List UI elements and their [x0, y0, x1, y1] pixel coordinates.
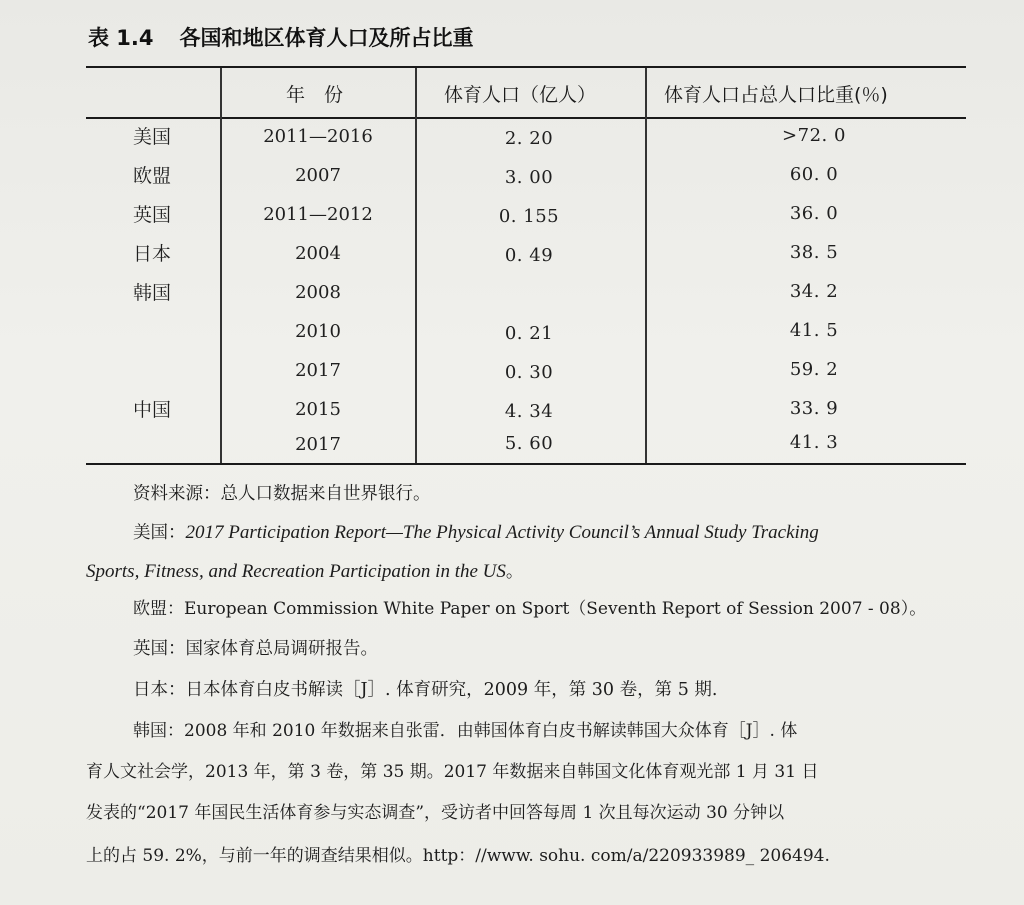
korea-note-line2: 育人文社会学，2013 年，第 3 卷，第 35 期。2017 年数据来自韩国文化体育观光部 1 月 31 日 [86, 762, 819, 782]
row-population: 0. 155 [498, 206, 560, 227]
japan-note: 日本：日本体育白皮书解读［J］. 体育研究，2009 年，第 30 卷，第 5 期. [133, 680, 718, 700]
korea-note-line3: 发表的“2017 年国民生活体育参与实态调查”，受访者中回答每周 1 次且每次运动 30 分钟以 [86, 803, 785, 823]
row-ratio: 33. 9 [789, 398, 839, 419]
row-population: 2. 20 [504, 128, 554, 149]
row-population: 0. 21 [504, 323, 554, 344]
us-note-label: 美国： [133, 523, 186, 543]
table-top-rule [86, 66, 966, 68]
row-ratio: 59. 2 [789, 359, 839, 380]
header-ratio: 体育人口占总人口比重(％) [664, 84, 888, 106]
row-year: 2008 [295, 282, 341, 303]
row-population: 4. 34 [504, 401, 554, 422]
row-year: 2007 [295, 165, 341, 186]
row-year: 2017 [295, 434, 341, 455]
row-year: 2015 [295, 399, 341, 420]
row-country: 欧盟 [133, 165, 172, 187]
us-note-end: 。 [505, 562, 524, 582]
row-ratio: >72. 0 [782, 125, 846, 146]
row-country: 日本 [133, 243, 172, 265]
source-note: 资料来源：总人口数据来自世界银行。 [133, 484, 431, 504]
korea-note-line1: 韩国：2008 年和 2010 年数据来自张雷．由韩国体育白皮书解读韩国大众体育［J］. 体 [133, 721, 798, 741]
header-sports-population: 体育人口（亿人） [444, 84, 597, 106]
korea-note-line4: 上的占 59. 2%，与前一年的调查结果相似。http：//www. sohu. com/a/220933989_ 206494. [86, 846, 830, 866]
row-year: 2017 [295, 360, 341, 381]
row-country: 中国 [133, 399, 172, 421]
us-note-title-cont: Sports, Fitness, and Recreation Participation in the US [86, 561, 506, 582]
row-population: 3. 00 [504, 167, 554, 188]
us-note-line1 [133, 523, 819, 543]
row-ratio: 36. 0 [789, 203, 839, 224]
row-population: 0. 30 [504, 362, 554, 383]
header-year: 年 份 [286, 84, 344, 106]
us-note-line2 [86, 562, 523, 582]
row-ratio: 34. 2 [789, 281, 839, 302]
header-rule [86, 117, 966, 119]
row-ratio: 38. 5 [789, 242, 839, 263]
row-ratio: 41. 5 [789, 320, 839, 341]
row-year: 2010 [295, 321, 341, 342]
row-year: 2011—2016 [263, 126, 373, 147]
row-year: 2011—2012 [263, 204, 373, 225]
row-ratio: 60. 0 [789, 164, 839, 185]
row-population: 0. 49 [504, 245, 554, 266]
row-ratio: 41. 3 [789, 432, 839, 453]
us-note-title: 2017 Participation Report—The Physical Activity Council’s Annual Study Tracking [185, 522, 819, 543]
uk-note: 英国：国家体育总局调研报告。 [133, 639, 378, 659]
table-bottom-rule [86, 463, 966, 465]
row-year: 2004 [295, 243, 341, 264]
row-country: 美国 [133, 126, 172, 148]
row-country: 韩国 [133, 282, 172, 304]
table-title: 各国和地区体育人口及所占比重 [179, 26, 474, 50]
row-population: 5. 60 [504, 433, 554, 454]
row-country: 英国 [133, 204, 172, 226]
eu-note: 欧盟：European Commission White Paper on Sport（Seventh Report of Session 2007 - 08）。 [133, 599, 927, 619]
column-divider-3 [645, 68, 647, 463]
table-number: 表 1.4 [88, 26, 154, 50]
table-caption [88, 22, 474, 52]
